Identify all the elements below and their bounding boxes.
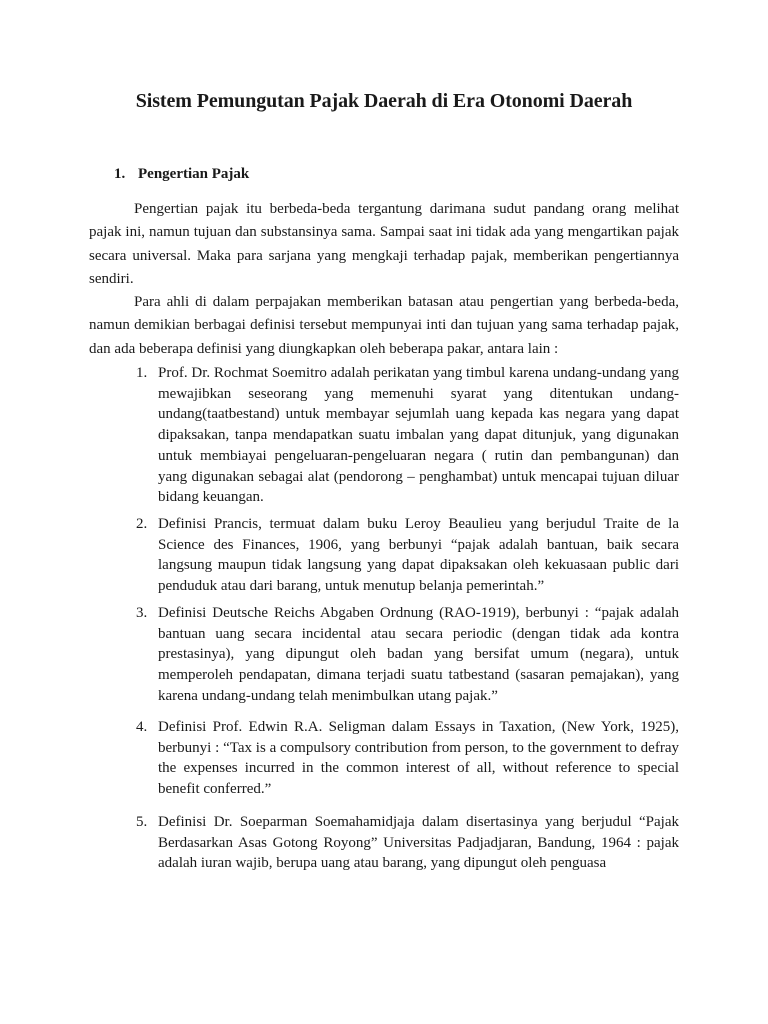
list-item xyxy=(136,514,679,597)
list-item-text: Definisi Prof. Edwin R.A. Seligman dalam Essays in Taxation, (New York, 1925), berbunyi : “Tax is a compulsory contribution from person, to the government to defray the expenses incurred in the common interest of all, without reference to special benefit conferred.” xyxy=(158,719,679,798)
list-item-text: Definisi Prancis, termuat dalam buku Leroy Beaulieu yang berjudul Traite de la Science des Finances, 1906, yang berbunyi “pajak adalah bantuan, baik secara langsung maupun tidak langsung yang dapat dipaksakan oleh kekuasaan public dari penduduk atau dari barang, untuk menutup belanja pemerintah.” xyxy=(158,516,679,595)
section-heading-text: Pengertian Pajak xyxy=(138,166,250,182)
list-item-number: 4. xyxy=(136,719,148,735)
list-item-text: Definisi Dr. Soeparman Soemahamidjaja dalam disertasinya yang berjudul “Pajak Berdasarkan Asas Gotong Royong” Universitas Padjadjaran, Bandung, 1964 : pajak adalah iuran wajib, berupa uang atau barang, yang dipungut oleh penguasa xyxy=(158,814,679,872)
document-title: Sistem Pemungutan Pajak Daerah di Era Otonomi Daerah xyxy=(135,90,633,112)
list-item-text: Definisi Deutsche Reichs Abgaben Ordnung (RAO-1919), berbunyi : “pajak adalah bantuan uang secara incidental atau secara periodic (dengan tidak ada kontra prestasinya), yang dipungut oleh badan yang bersifat umum (negara), untuk memperoleh pendapatan, dimana terjadi suatu tatbestand (sasaran pemajakan), yang karena undang-undang telah menimbulkan utang pajak.” xyxy=(158,605,679,704)
list-item-number: 5. xyxy=(136,814,148,830)
paragraph-experts: Para ahli di dalam perpajakan memberikan batasan atau pengertian yang berbeda-beda, namun demikian berbagai definisi tersebut mempunyai inti dan tujuan yang sama terhadap pajak, dan ada beberapa definisi yang diungkapkan oleh beberapa pakar, antara lain : xyxy=(89,294,679,357)
paragraph-intro: Pengertian pajak itu berbeda-beda tergantung darimana sudut pandang orang melihat pajak ini, namun tujuan dan substansinya sama. Sampai saat ini tidak ada yang mengartikan pajak secara universal. Maka para sarjana yang mengkaji terhadap pajak, memberikan pengertiannya sendiri. xyxy=(89,201,679,287)
list-item xyxy=(136,603,679,707)
list-item xyxy=(136,363,679,508)
section-heading xyxy=(114,166,249,183)
list-item-number: 3. xyxy=(136,605,148,621)
list-item-text: Prof. Dr. Rochmat Soemitro adalah perikatan yang timbul karena undang-undang yang mewajibkan seseorang yang memenuhi syarat yang ditentukan undang-undang(taatbestand) untuk membayar sejumlah uang kepada kas negara yang dapat dipaksakan, tanpa mendapatkan suatu imbalan yang dapat ditunjuk, yang digunakan untuk membiayai pengeluaran-pengeluaran negara ( rutin dan pembangunan) dan yang digunakan sebagai alat (pendorong – penghambat) untuk mencapai tujuan diluar bidang keuangan. xyxy=(158,365,679,506)
section-number: 1. xyxy=(114,166,126,182)
list-item-number: 2. xyxy=(136,516,148,532)
list-item-number: 1. xyxy=(136,365,148,381)
list-item xyxy=(136,717,679,800)
list-item xyxy=(136,812,679,874)
